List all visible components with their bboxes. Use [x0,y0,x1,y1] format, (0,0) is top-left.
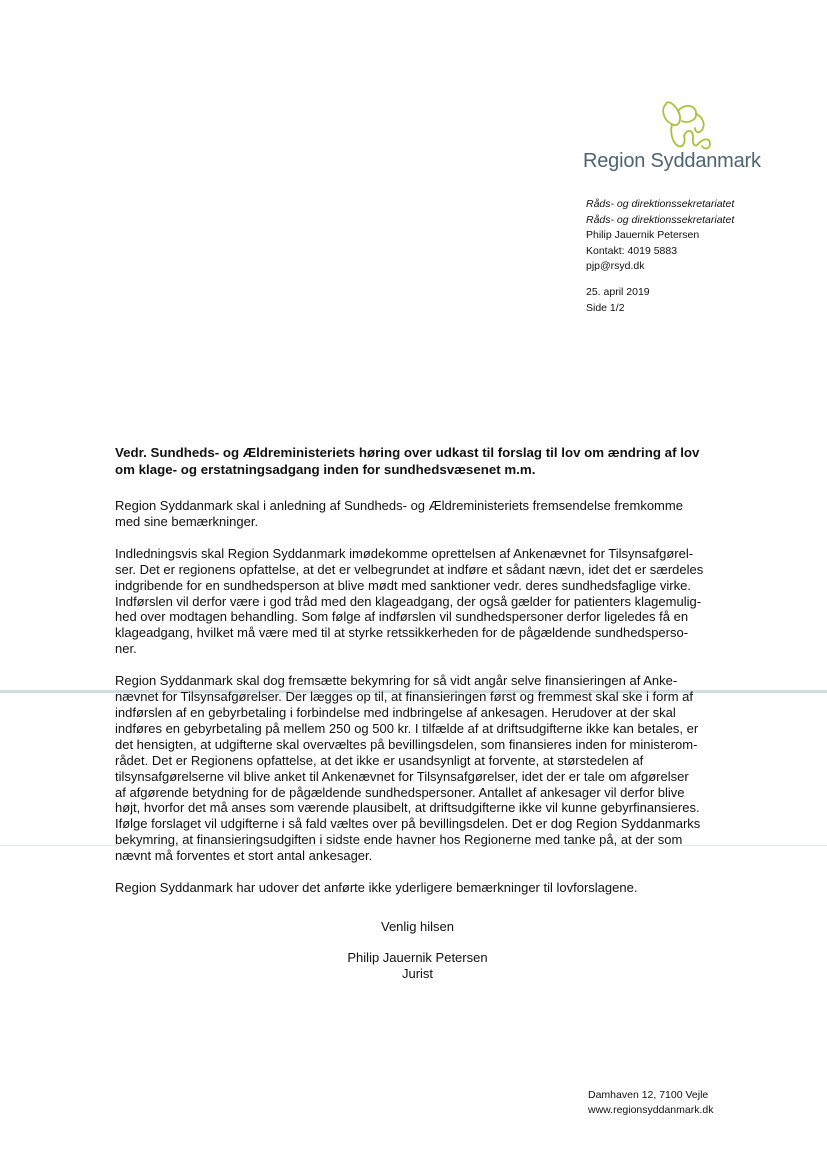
letter-date: 25. april 2019 [586,286,650,298]
region-logo-icon [658,98,728,153]
sender-contact: Kontakt: 4019 5883 [586,244,678,257]
paragraph-concern [115,673,715,864]
footer [588,1088,713,1119]
closing-greeting: Venlig hilsen [381,919,454,934]
text-line: det hensigten, at udgifterne skal overvæltes på bevillingsdelen, som finansieres inden for ministerom- [115,736,698,752]
text-line: hed over modtagen behandling. Som følge af indførslen vil sundhedspersoner derfor ligeledes få en [115,609,689,625]
text-line: Ifølge forslaget vil udgifterne i så fald væltes over på bevillingsdelen. Det er dog Region Syddanmarks [115,816,701,832]
text-line: højt, hvorfor det må anses som værende plausibelt, at driftsudgifterne ikke vil kunne gebyrfinansieres. [115,800,700,816]
sender-block [586,197,734,275]
logo-text: Region Syddanmark [583,150,761,172]
text-line: tilsynsafgørelserne vil blive anket til Ankenævnet for Tilsynsafgørelser, idet der er tale om afgørelser [115,768,689,784]
text-line: Indledningsvis skal Region Syddanmark imødekomme oprettelsen af Ankenævnet for Tilsynsafgørel- [115,545,694,561]
text-line: indførslen af en gebyrbetaling i forbindelse med indbringelse af ankesagen. Herudover at der skal [115,704,676,720]
text-line: Region Syddanmark skal i anledning af Sundheds- og Ældreministeriets fremsendelse fremkomme [115,498,683,513]
letter-subject [115,444,715,478]
letter-meta [586,285,650,316]
text-line: indgribende for en sundhedsperson at blive mødt med sanktioner vedr. deres sundhedsfaglige virke. [115,577,691,593]
sender-name: Philip Jauernik Petersen [586,229,700,242]
signatory-title: Jurist [401,966,434,981]
sender-email[interactable]: pjp@rsyd.dk [586,260,645,273]
text-line: bekymring, at finansieringsudgiften i sidste ende havner hos Regionerne med tanke på, at der som [115,832,683,848]
sender-department: Råds- og direktionssekretariatet [586,198,735,210]
page-number: Side 1/2 [586,301,625,314]
text-line: indføres en gebyrbetaling på mellem 250 og 500 kr. I tilfælde af at driftsudgifterne ikke kan betales, er [115,720,699,736]
text-line: nævnet for Tilsynsafgørelser. Der lægges op til, at finansieringen først og fremmest skal ske i form af [115,689,693,705]
paragraph-conclusion [115,880,715,896]
text-line: klageadgang, hvilket må være med til at styrke retssikkerheden for de pågældende sundhedsperso- [115,625,689,641]
text-line: nævnt må forventes et stort antal ankesager. [115,848,373,864]
signatory-name: Philip Jauernik Petersen [347,950,488,965]
region-logo [583,98,761,178]
text-line: med sine bemærkninger. [115,513,259,529]
text-line: Region Syddanmark har udover det anførte ikke yderligere bemærkninger til lovforslagene. [115,880,638,896]
text-line: ser. Det er regionens opfattelse, at det er velbegrundet at indføre et sådant nævn, idet det er særdeles [115,561,704,577]
text-line: Indførslen vil derfor være i god tråd med den klageadgang, der også gælder for patienters klagemulig- [115,593,702,609]
text-line: ner. [115,641,137,657]
text-line: rådet. Det er Regionens opfattelse, at det ikke er usandsynligt at forvente, at størstedelen af [115,752,644,768]
text-line: Region Syddanmark skal dog fremsætte bekymring for så vidt angår selve finansieringen af Anke- [115,673,678,689]
text-line: af afgørende betydning for de pågældende sundhedspersoner. Antallet af ankesager vil derfor blive [115,784,685,800]
footer-website[interactable]: www.regionsyddanmark.dk [588,1104,714,1117]
footer-address: Damhaven 12, 7100 Vejle [588,1089,709,1101]
subject-line: Vedr. Sundheds- og Ældreministeriets høring over udkast til forslag til lov om ændring af lov [115,445,700,460]
letter-body [115,444,715,912]
paragraph-support [115,546,715,657]
subject-line: om klage- og erstatningsadgang inden for sundhedsvæsenet m.m. [115,462,536,477]
sender-department: Råds- og direktionssekretariatet [586,213,735,226]
paragraph-intro [115,498,715,530]
